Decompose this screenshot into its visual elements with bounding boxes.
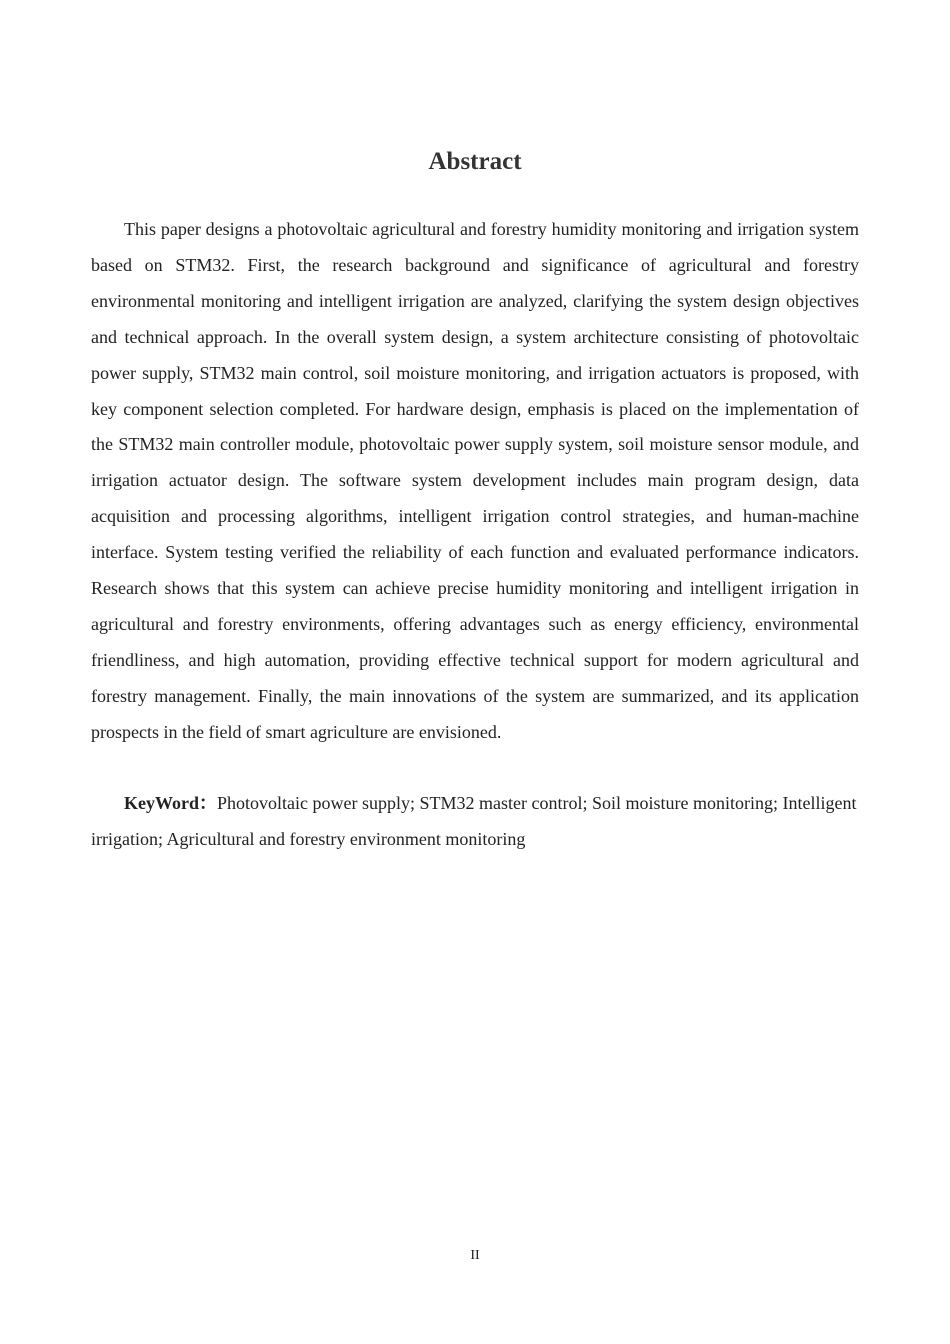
page-number: II xyxy=(470,1248,480,1263)
abstract-heading: Abstract xyxy=(428,148,522,175)
keywords-label: KeyWord： xyxy=(124,793,217,813)
keywords-paragraph xyxy=(91,786,859,858)
abstract-paragraph: This paper designs a photovoltaic agricultural and forestry humidity monitoring and irrigation system based on STM32. First, the research background and significance of agricultural and forestry environmental monitoring and intelligent irrigation are analyzed, clarifying the system design objectives and technical approach. In the overall system design, a system architecture consisting of photovoltaic power supply, STM32 main control, soil moisture monitoring, and irrigation actuators is proposed, with key component selection completed. For hardware design, emphasis is placed on the implementation of the STM32 main controller module, photovoltaic power supply system, soil moisture sensor module, and irrigation actuator design. The software system development includes main program design, data acquisition and processing algorithms, intelligent irrigation control strategies, and human-machine interface. System testing verified the reliability of each function and evaluated performance indicators. Research shows that this system can achieve precise humidity monitoring and intelligent irrigation in agricultural and forestry environments, offering advantages such as energy efficiency, environmental friendliness, and high automation, providing effective technical support for modern agricultural and forestry management. Finally, the main innovations of the system are summarized, and its application prospects in the field of smart agriculture are envisioned. xyxy=(91,219,859,742)
keywords-text: Photovoltaic power supply; STM32 master control; Soil moisture monitoring; Intelligent irrigation; Agricultural and forestry environment monitoring xyxy=(91,793,857,849)
